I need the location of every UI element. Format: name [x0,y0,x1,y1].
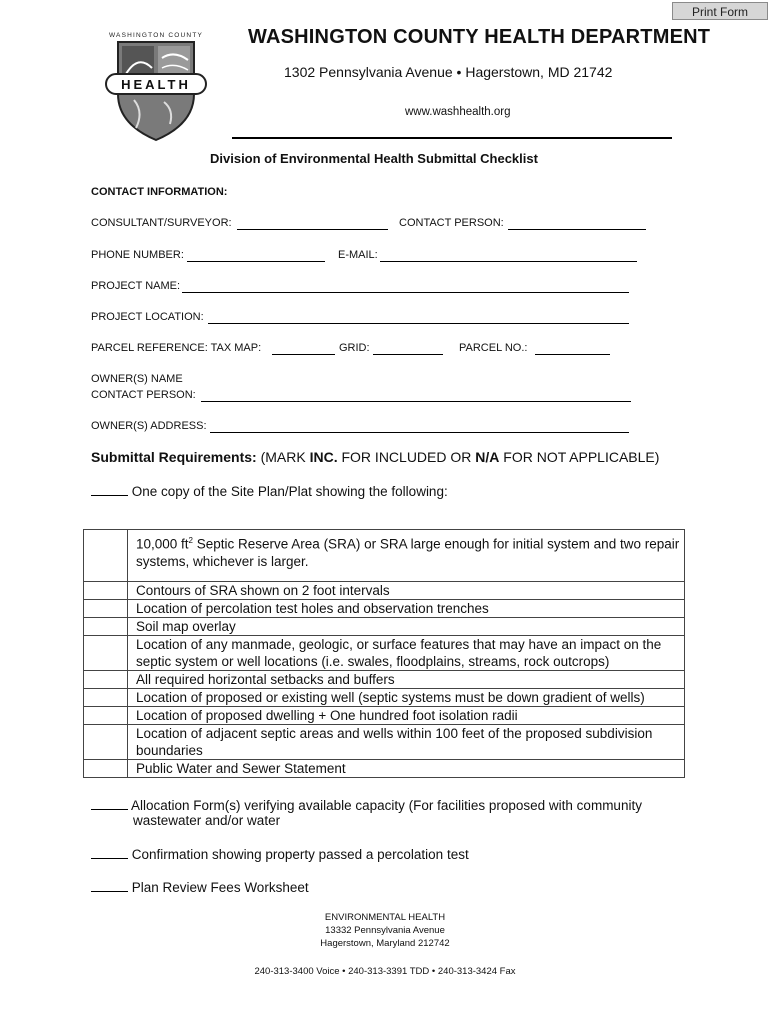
checklist-checkbox[interactable] [84,636,128,671]
requirements-inc: INC. [309,449,338,465]
footer-line2: 13332 Pennsylvania Avenue [325,925,445,936]
header-divider [232,137,672,139]
phone-label: PHONE NUMBER: [91,249,184,261]
checklist-checkbox[interactable] [84,725,128,760]
checklist-text: Location of percolation test holes and observation trenches [128,600,685,618]
checklist-checkbox[interactable] [84,707,128,725]
checklist-text: Public Water and Sewer Statement [128,760,685,778]
requirements-na: N/A [475,449,500,465]
consultant-label: CONSULTANT/SURVEYOR: [91,217,232,229]
checklist-text: Location of proposed dwelling + One hundred foot isolation radii [128,707,685,725]
allocation-blank[interactable] [91,797,128,810]
contact-person-field[interactable] [508,229,646,230]
checklist-text: Contours of SRA shown on 2 foot intervals [128,582,685,600]
site-plan-checklist [83,529,685,778]
fees-item [91,879,309,895]
project-location-label: PROJECT LOCATION: [91,311,204,323]
requirements-label: Submittal Requirements: [91,449,257,465]
submittal-requirements [91,449,659,465]
project-name-label: PROJECT NAME: [91,280,181,292]
checklist-row [84,618,685,636]
consultant-field[interactable] [237,229,388,230]
checklist-text: Soil map overlay [128,618,685,636]
checklist-text: All required horizontal setbacks and buffers [128,671,685,689]
department-title: WASHINGTON COUNTY HEALTH DEPARTMENT [248,26,711,48]
department-website[interactable]: www.washhealth.org [405,106,511,118]
logo-top-text: WASHINGTON COUNTY [108,32,204,39]
owners-address-field[interactable] [210,432,629,433]
owners-address-label: OWNER(S) ADDRESS: [91,420,207,432]
allocation-item-cont: wastewater and/or water [133,813,281,828]
checklist-row [84,725,685,760]
checklist-row [84,530,685,582]
checklist-text: 10,000 $ft^2$ Septic Reserve Area (SRA) or SRA large enough for initial system and two repair systems, whichever is larger. [128,530,685,582]
checklist-text: Location of adjacent septic areas and wells within 100 feet of the proposed subdivision boundaries [128,725,685,760]
checklist-row [84,707,685,725]
department-address: 1302 Pennsylvania Avenue • Hagerstown, MD 21742 [284,64,613,80]
fees-text: Plan Review Fees Worksheet [131,880,309,895]
checklist-checkbox[interactable] [84,582,128,600]
site-plan-text: One copy of the Site Plan/Plat showing the following: [131,484,448,499]
contact-info-heading: CONTACT INFORMATION: [91,186,228,198]
print-form-button[interactable]: Print Form [672,2,768,20]
owner-contact-label: CONTACT PERSON: [91,389,196,401]
checklist-checkbox[interactable] [84,600,128,618]
tax-map-field[interactable] [272,354,335,355]
allocation-item [91,797,642,813]
perc-test-blank[interactable] [91,846,128,859]
checklist-text: Location of proposed or existing well (septic systems must be down gradient of wells) [128,689,685,707]
grid-label: GRID: [339,342,370,354]
email-field[interactable] [380,261,637,262]
footer-phones: 240-313-3400 Voice • 240-313-3391 TDD • 240-313-3424 Fax [254,966,516,977]
checklist-row [84,689,685,707]
checklist-row [84,760,685,778]
checklist-row [84,671,685,689]
document-title: Division of Environmental Health Submittal Checklist [210,151,538,166]
owners-name-label: OWNER(S) NAME [91,373,183,385]
checklist-checkbox[interactable] [84,618,128,636]
perc-test-item [91,846,469,862]
phone-field[interactable] [187,261,325,262]
footer-line3: Hagerstown, Maryland 212742 [320,938,450,949]
email-label: E-MAIL: [338,249,378,261]
fees-blank[interactable] [91,879,128,892]
owner-field[interactable] [201,401,631,402]
contact-person-label: CONTACT PERSON: [399,217,504,229]
logo-band-text: HEALTH [121,77,191,92]
checklist-row [84,636,685,671]
project-location-field[interactable] [208,323,629,324]
checklist-checkbox[interactable] [84,760,128,778]
perc-test-text: Confirmation showing property passed a percolation test [131,847,469,862]
health-department-logo [104,28,208,142]
tax-map-label: PARCEL REFERENCE: TAX MAP: [91,342,262,354]
requirements-text-a: (MARK [256,449,310,465]
checklist-checkbox[interactable] [84,671,128,689]
grid-field[interactable] [373,354,443,355]
checklist-row [84,600,685,618]
footer-line1: ENVIRONMENTAL HEALTH [324,912,446,923]
site-plan-item [91,483,448,499]
requirements-text-c: FOR NOT APPLICABLE) [499,449,660,465]
requirements-text-b: FOR INCLUDED OR [337,449,476,465]
allocation-text: Allocation Form(s) verifying available capacity (For facilities proposed with community [131,798,642,813]
checklist-row [84,582,685,600]
footer-address [0,911,770,950]
checklist-checkbox[interactable] [84,689,128,707]
parcel-no-field[interactable] [535,354,610,355]
project-name-field[interactable] [182,292,629,293]
checklist-text: Location of any manmade, geologic, or surface features that may have an impact on the septic system or well locations (i.e. swales, floodplains, streams, rock outcrops) [128,636,685,671]
checklist-checkbox[interactable] [84,530,128,582]
parcel-no-label: PARCEL NO.: [459,342,528,354]
site-plan-blank[interactable] [91,483,128,496]
